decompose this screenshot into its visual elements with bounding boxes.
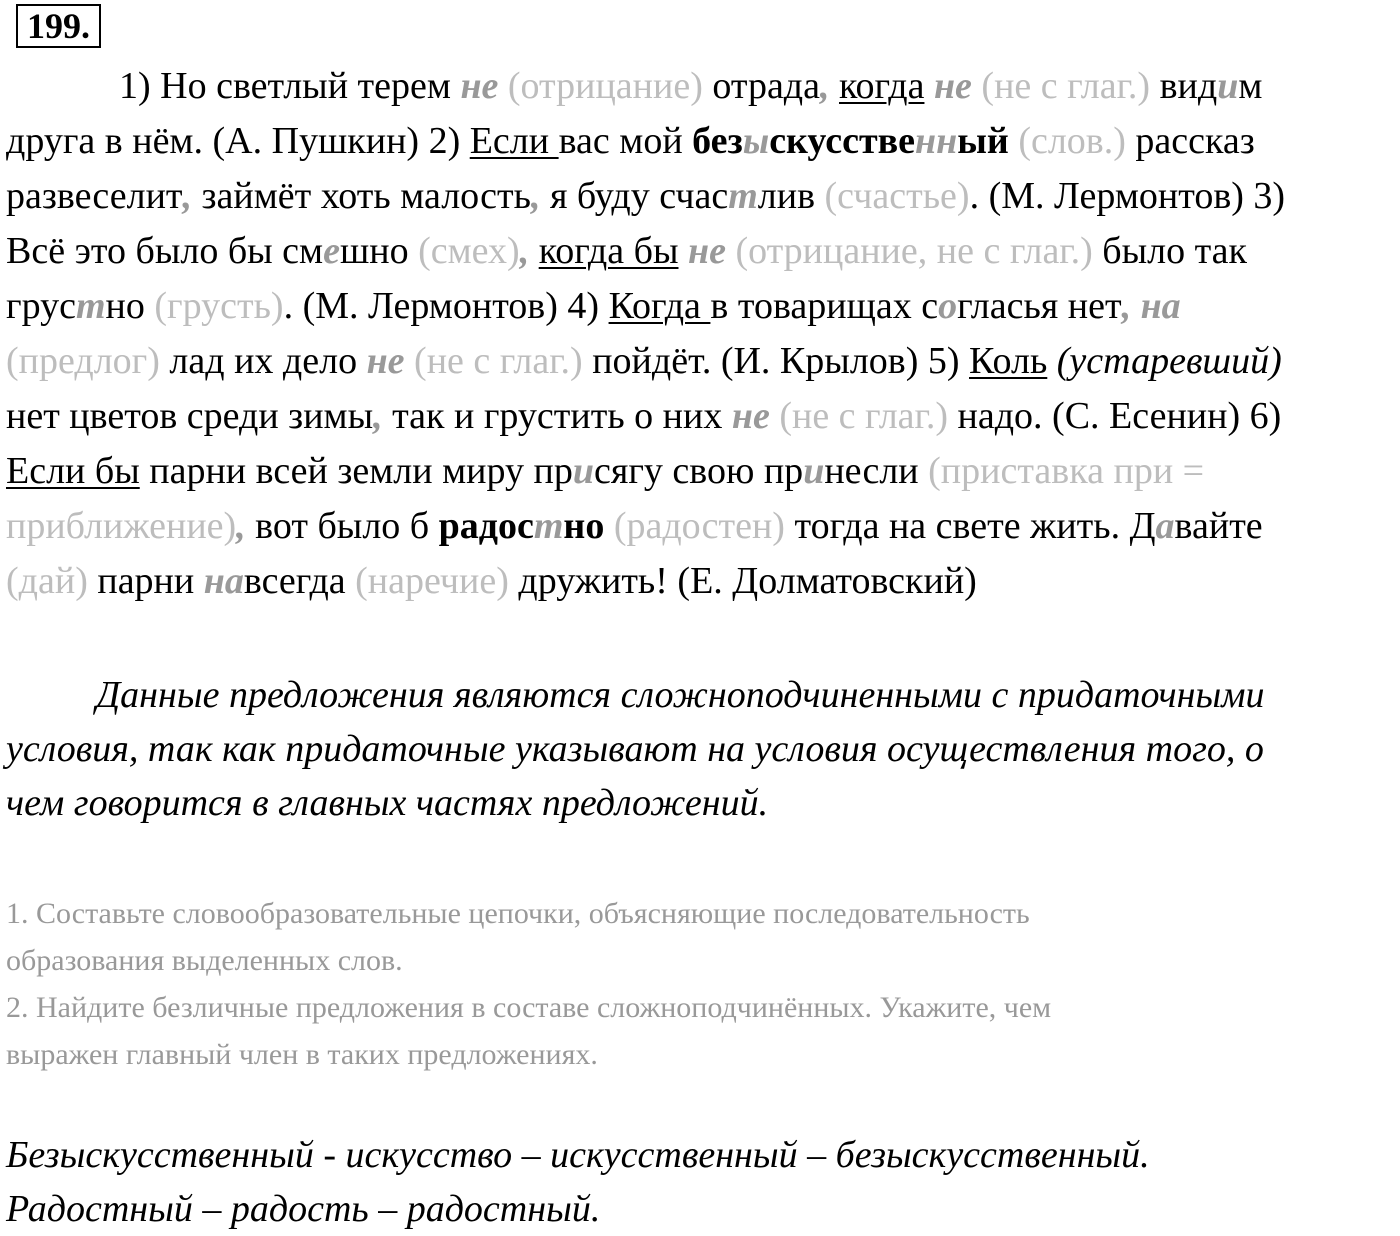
bold-word-part: но [563, 505, 605, 547]
plain-text: . (М. Лермонтов) 4) [283, 285, 609, 327]
plain-text: Всё это было бы см [6, 230, 324, 272]
marked-letter: т [533, 505, 564, 547]
summary-line: условия, так как придаточные указывают на условия осуществления того, о [6, 728, 1264, 770]
text-line-9 [6, 499, 1400, 554]
marked-comma: , [530, 175, 541, 217]
marked-comma: , [373, 395, 383, 437]
text-line-2 [6, 114, 1400, 169]
task-line: выражен главный член в таких предложениях. [6, 1038, 598, 1071]
hint-note: (отрицание, не с глаг.) [725, 230, 1093, 272]
marked-letter: т [728, 175, 758, 217]
hint-note: (приставка при = [928, 450, 1205, 492]
bold-word-part: ый [957, 120, 1009, 162]
text-line-3 [6, 169, 1400, 224]
plain-text: сягу свою пр [593, 450, 804, 492]
plain-text: так и грустить о них [382, 395, 732, 437]
plain-text: развеселит [6, 175, 183, 217]
chain-line: Безыскусственный - искусство – искусственный – безыскусственный. [6, 1134, 1150, 1176]
marked-comma: , [1121, 285, 1132, 327]
marked-letter: о [938, 285, 958, 327]
task-line: образования выделенных слов. [6, 944, 403, 977]
hint-note: (дай) [6, 560, 88, 602]
bold-word-part: без [692, 120, 743, 162]
task-line: 2. Найдите безличные предложения в составе сложноподчинённых. Укажите, чем [6, 991, 1052, 1024]
plain-text: гласья нет [957, 285, 1122, 327]
marked-letter: и [1217, 65, 1239, 107]
text-line-7 [6, 389, 1400, 444]
hint-note: (наречие) [355, 560, 509, 602]
plain-text: в товарищах с [710, 285, 939, 327]
marked-comma: , [236, 505, 246, 547]
exercise-number: 199. [16, 4, 101, 48]
marked-letter: и [803, 450, 825, 492]
underlined-conjunction: Если [469, 120, 559, 162]
bold-word-part: радос [438, 505, 534, 547]
plain-text: отрада [702, 65, 821, 107]
plain-text: друга в нём. (А. Пушкин) 2) [6, 120, 470, 162]
plain-text: тогда на свете жить. Д [784, 505, 1156, 547]
hint-note: (радостен) [604, 505, 785, 547]
plain-text: но [105, 285, 155, 327]
plain-text: несли [824, 450, 929, 492]
summary-paragraph [6, 668, 1400, 830]
hint-note: (грусть) [154, 285, 284, 327]
hint-note: (предлог) [6, 340, 160, 382]
plain-text: вайте [1174, 505, 1263, 547]
underlined-conjunction: Если бы [6, 450, 140, 492]
marked-comma: , [820, 65, 830, 107]
plain-text: парни всей земли миру пр [139, 450, 573, 492]
hint-note: (отрицание) [498, 65, 703, 107]
marked-preposition: на [1140, 285, 1181, 327]
plain-text: парни [87, 560, 204, 602]
chain-line: Радостный – радость – радостный. [6, 1188, 601, 1230]
plain-text: м [1238, 65, 1263, 107]
hint-note: (слов.) [1008, 120, 1126, 162]
summary-line: Данные предложения являются сложноподчиненными с придаточными [96, 674, 1265, 716]
hint-note: (не с глаг.) [769, 395, 948, 437]
plain-text: вид [1150, 65, 1218, 107]
hint-note: (не с глаг.) [971, 65, 1151, 107]
plain-text: шно [339, 230, 419, 272]
marked-particle: не [731, 395, 770, 437]
marked-particle: не [687, 230, 726, 272]
marked-particle: не [366, 340, 405, 382]
summary-line: чем говорится в главных частях предложений. [6, 782, 769, 824]
plain-text: нет цветов среди зимы [6, 395, 374, 437]
marked-letter: нн [915, 120, 958, 162]
underlined-conjunction: Когда [608, 285, 711, 327]
task-line: 1. Составьте словообразовательные цепочки, объясняющие последовательность [6, 897, 1030, 930]
text-line-4 [6, 224, 1400, 279]
text-line-8 [6, 444, 1400, 499]
plain-text: надо. (С. Есенин) 6) [948, 395, 1282, 437]
text-line-6 [6, 334, 1400, 389]
marked-particle: не [460, 65, 499, 107]
hint-note: (счастье) [824, 175, 970, 217]
marked-letter: т [75, 285, 106, 327]
plain-text: всегда [243, 560, 356, 602]
text-line-10 [6, 554, 1400, 609]
marked-comma: , [519, 230, 530, 272]
underlined-conjunction: когда [839, 65, 925, 107]
hint-note: (смех) [418, 230, 520, 272]
plain-text: займёт хоть малость [192, 175, 531, 217]
plain-text: лад их дело [159, 340, 367, 382]
marked-letter: а [1155, 505, 1175, 547]
marked-letter: е [323, 230, 340, 272]
plain-text: лив [757, 175, 825, 217]
marked-letter: и [572, 450, 594, 492]
exercise-text [6, 59, 1400, 609]
plain-text: . (М. Лермонтов) 3) [969, 175, 1286, 217]
italic-note: (устаревший) [1056, 340, 1282, 382]
text-line-1 [6, 59, 1400, 114]
plain-text: грус [6, 285, 76, 327]
word-chains [6, 1128, 1400, 1236]
underlined-conjunction: когда бы [538, 230, 679, 272]
plain-text: рассказ [1125, 120, 1255, 162]
marked-particle: не [933, 65, 972, 107]
plain-text: я буду счас [540, 175, 729, 217]
hint-note: приближение) [6, 505, 237, 547]
plain-text: 1) Но светлый терем [119, 65, 461, 107]
plain-text: дружить! (Е. Долматовский) [508, 560, 977, 602]
marked-comma: , [182, 175, 193, 217]
plain-text: вот было б [245, 505, 439, 547]
text-line-5 [6, 279, 1400, 334]
task-list [6, 890, 1400, 1078]
hint-note: (не с глаг.) [404, 340, 583, 382]
bold-word-part: скусстве [769, 120, 916, 162]
underlined-conjunction: Коль [969, 340, 1048, 382]
plain-text: было так [1092, 230, 1247, 272]
plain-text: пойдёт. (И. Крылов) 5) [582, 340, 970, 382]
plain-text: вас мой [558, 120, 693, 162]
marked-prefix: на [203, 560, 244, 602]
marked-letter: ы [742, 120, 770, 162]
